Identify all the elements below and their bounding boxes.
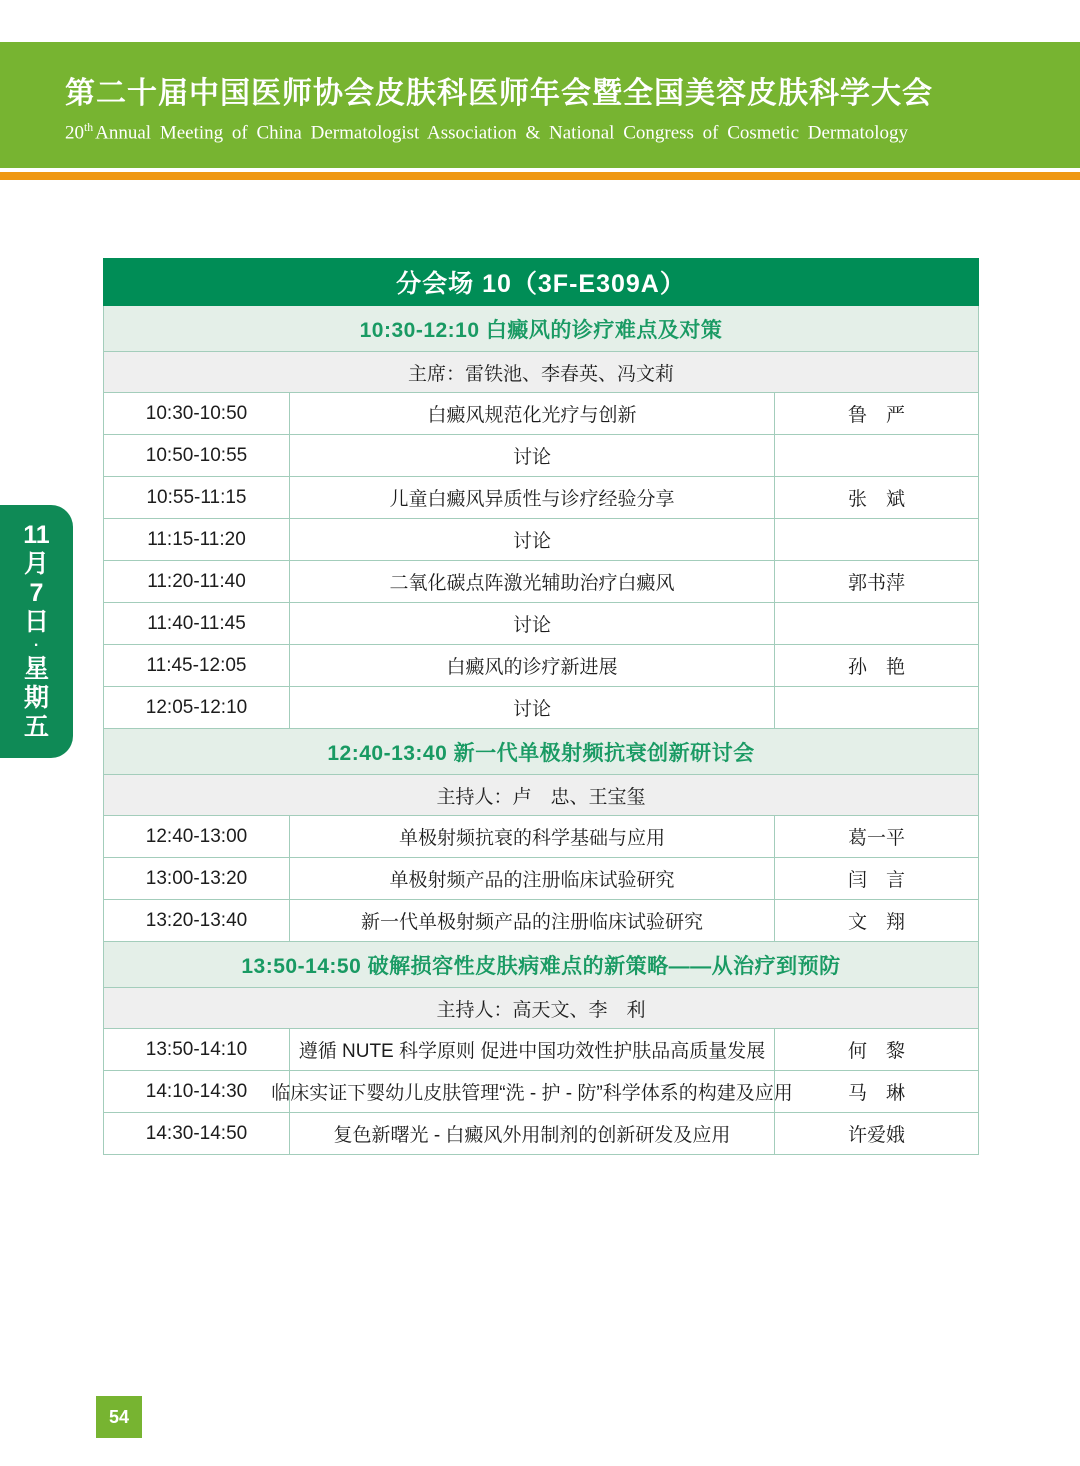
title-cell: 白癜风的诊疗新进展 [289, 645, 774, 686]
session-title: 12:40-13:40 新一代单极射频抗衰创新研讨会 [104, 729, 978, 775]
time-cell: 14:10-14:30 [145, 1080, 248, 1102]
table-row [104, 435, 978, 477]
divider-bar [0, 172, 1080, 180]
time-cell: 11:45-12:05 [146, 654, 247, 676]
title-cell: 新一代单极射频产品的注册临床试验研究 [289, 900, 774, 941]
date-tab-char: 期 [23, 684, 49, 712]
table-row [104, 519, 978, 561]
table-row [104, 687, 978, 729]
title-cell: 单极射频抗衰的科学基础与应用 [289, 816, 774, 857]
session-chairs: 主持人：卢 忠、王宝玺 [104, 775, 978, 816]
table-row [104, 1071, 978, 1113]
speaker-cell: 许爱娥 [774, 1113, 978, 1154]
date-tab-char: 星 [23, 655, 49, 683]
title-cell: 儿童白癜风异质性与诊疗经验分享 [289, 477, 774, 518]
date-tab-char: 日 [23, 608, 49, 636]
table-row [104, 816, 978, 858]
page-number: 54 [96, 1396, 142, 1438]
table-row [104, 561, 978, 603]
date-tab-char: 11 [23, 521, 50, 549]
time-cell: 12:40-13:00 [145, 825, 248, 847]
title-cell: 白癜风规范化光疗与创新 [289, 393, 774, 434]
title-cell: 单极射频产品的注册临床试验研究 [289, 858, 774, 899]
time-cell: 13:00-13:20 [145, 867, 248, 889]
schedule-table [103, 258, 979, 1155]
speaker-cell: 鲁 严 [774, 393, 978, 434]
date-tab-char: 月 [23, 550, 49, 578]
speaker-cell: 何 黎 [774, 1029, 978, 1070]
title-cell: 讨论 [289, 603, 774, 644]
time-cell: 13:20-13:40 [145, 909, 248, 931]
table-row [104, 603, 978, 645]
table-row [104, 900, 978, 942]
conference-title-en-text: Annual Meeting of China Dermatologist Association & National Congress of Cosmetic Dermatology [95, 122, 909, 144]
speaker-cell [774, 603, 978, 644]
conference-title-cn: 第二十届中国医师协会皮肤科医师年会暨全国美容皮肤科学大会 [65, 77, 933, 110]
table-row [104, 477, 978, 519]
speaker-cell: 葛一平 [774, 816, 978, 857]
table-row [104, 1113, 978, 1155]
title-cell: 临床实证下婴幼儿皮肤管理“洗 - 护 - 防”科学体系的构建及应用 [289, 1071, 774, 1112]
table-row [104, 1029, 978, 1071]
time-cell: 12:05-12:10 [145, 696, 248, 718]
date-tab-char: 7 [29, 579, 44, 607]
title-cell: 二氧化碳点阵激光辅助治疗白癜风 [289, 561, 774, 602]
speaker-cell [774, 519, 978, 560]
table-row [104, 393, 978, 435]
session-chairs: 主席：雷铁池、李春英、冯文莉 [104, 352, 978, 393]
speaker-cell [774, 687, 978, 728]
speaker-cell: 郭书萍 [774, 561, 978, 602]
time-cell: 13:50-14:10 [145, 1038, 248, 1060]
date-tab-char: 五 [23, 713, 49, 741]
date-tab-dot: · [33, 637, 40, 654]
title-cell: 讨论 [289, 687, 774, 728]
time-cell: 10:50-10:55 [145, 444, 248, 466]
time-cell: 14:30-14:50 [145, 1122, 248, 1144]
title-cell: 讨论 [289, 435, 774, 476]
time-cell: 11:15-11:20 [147, 528, 246, 550]
conference-title-en-number: 20 [65, 122, 84, 144]
table-row [104, 645, 978, 687]
date-tab [0, 505, 73, 758]
time-cell: 11:40-11:45 [147, 612, 246, 634]
conference-title-en [65, 121, 1080, 144]
speaker-cell [774, 435, 978, 476]
time-cell: 11:20-11:40 [147, 570, 246, 592]
session-title: 10:30-12:10 白癜风的诊疗难点及对策 [104, 306, 978, 352]
table-row [104, 858, 978, 900]
speaker-cell: 文 翔 [774, 900, 978, 941]
conference-title-en-ordinal: th [84, 121, 94, 134]
title-cell: 复色新曙光 - 白癜风外用制剂的创新研发及应用 [289, 1113, 774, 1154]
conference-banner [0, 42, 1080, 168]
speaker-cell: 闫 言 [774, 858, 978, 899]
title-cell: 讨论 [289, 519, 774, 560]
time-cell: 10:30-10:50 [145, 402, 248, 424]
sessions-container [103, 306, 979, 1155]
speaker-cell: 孙 艳 [774, 645, 978, 686]
speaker-cell: 马 琳 [774, 1071, 978, 1112]
session-title: 13:50-14:50 破解损容性皮肤病难点的新策略——从治疗到预防 [104, 942, 978, 988]
session-room-header: 分会场 10（3F-E309A） [103, 258, 979, 306]
title-cell: 遵循 NUTE 科学原则 促进中国功效性护肤品高质量发展 [289, 1029, 774, 1070]
speaker-cell: 张 斌 [774, 477, 978, 518]
time-cell: 10:55-11:15 [146, 486, 247, 508]
session-chairs: 主持人：高天文、李 利 [104, 988, 978, 1029]
